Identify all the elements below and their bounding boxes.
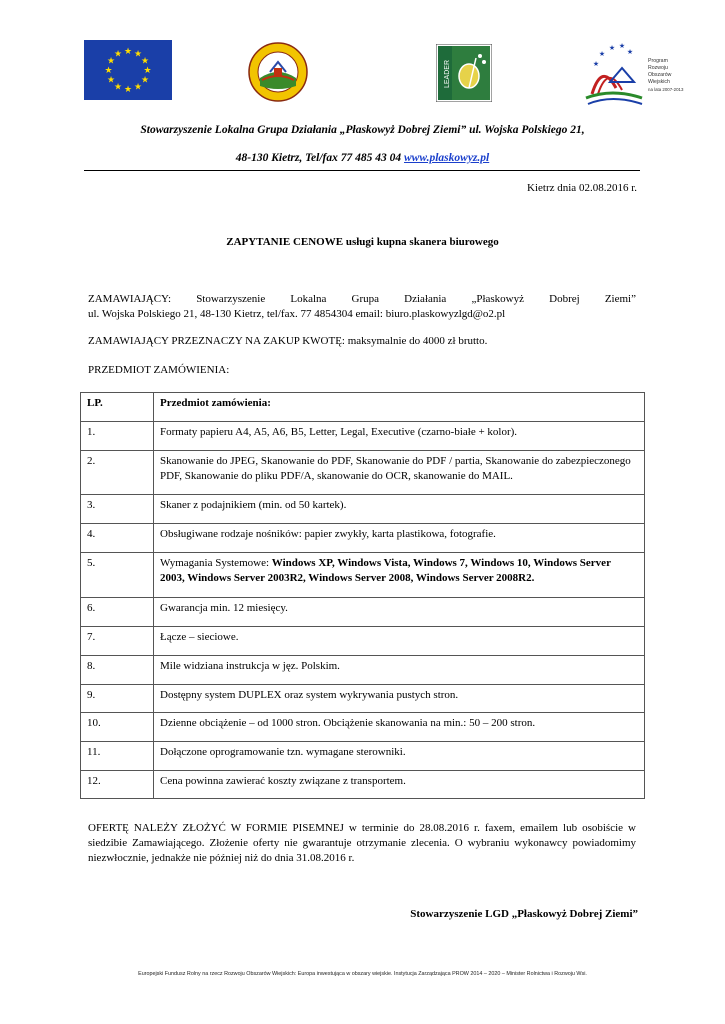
table-row: [81, 553, 645, 598]
signature: Stowarzyszenie LGD „Płaskowyż Dobrej Ziemi”: [410, 908, 638, 920]
prow-program-logo: [582, 42, 692, 108]
row-text: Dostępny system DUPLEX oraz system wykrywania pustych stron.: [154, 685, 645, 713]
row-lp: 1.: [81, 422, 154, 451]
budget-amount: ZAMAWIAJĄCY PRZEZNACZY NA ZAKUP KWOTĘ: maksymalnie do 4000 zł brutto.: [88, 335, 488, 347]
row-lp: 12.: [81, 771, 154, 799]
row-lp: 11.: [81, 742, 154, 771]
row-text-bold: Windows XP, Windows Vista, Windows 7, Windows 10, Windows Server 2003, Windows Server 2003R2, Windows Server 2008, Windows Server 2008R2.: [160, 557, 611, 584]
zamawiajacy-line2: ul. Wojska Polskiego 21, 48-130 Kietrz, tel/fax. 77 4854304 email: biuro.plaskowyzlgd@o2.pl: [88, 308, 506, 320]
lgd-plaskowyz-logo: [248, 42, 308, 102]
row-lp: 10.: [81, 713, 154, 742]
row-text: [154, 553, 645, 598]
table-row: [81, 451, 645, 495]
row-text: Cena powinna zawierać koszty związane z transportem.: [154, 771, 645, 799]
svg-text:★: ★: [598, 50, 606, 58]
svg-text:★: ★: [143, 66, 152, 76]
header-divider: [84, 170, 640, 171]
svg-text:★: ★: [133, 49, 143, 60]
row-text: Gwarancja min. 12 miesięcy.: [154, 598, 645, 627]
prow-text-4: Wiejskich: [648, 79, 670, 85]
eu-flag-logo: [84, 40, 172, 100]
svg-text:★: ★: [140, 75, 150, 86]
row-lp: 6.: [81, 598, 154, 627]
row-text: Dzienne obciążenie – od 1000 stron. Obciążenie skanowania na min.: 50 – 200 stron.: [154, 713, 645, 742]
prow-text-5: na lata 2007-2013: [648, 87, 684, 92]
svg-text:★: ★: [123, 47, 133, 57]
svg-text:★: ★: [626, 48, 634, 56]
row-text-prefix: Wymagania Systemowe:: [160, 557, 272, 569]
prow-text-1: Program: [648, 58, 668, 64]
prow-text-2: Rozwoju: [648, 65, 668, 71]
document-date: Kietrz dnia 02.08.2016 r.: [527, 182, 637, 194]
prow-text-3: Obszarów: [648, 72, 672, 78]
header-address-line1: Stowarzyszenie Lokalna Grupa Działania „Płaskowyż Dobrej Ziemi” ul. Wojska Polskiego 21,: [140, 124, 585, 136]
zamawiajacy-line1: ZAMAWIAJĄCY: Stowarzyszenie Lokalna Grupa Działania „Płaskowyż Dobrej Ziemi”: [88, 293, 636, 305]
table-row: [81, 713, 645, 742]
row-lp: 5.: [81, 553, 154, 598]
footnote: Europejski Fundusz Rolny na rzecz Rozwoju Obszarów Wiejskich: Europa inwestująca w obszary wiejskie. Instytucja Zarządzająca PROW 2014 – 2020 – Minister Rolnictwa i Rozwoju Wsi.: [138, 971, 587, 977]
row-lp: 9.: [81, 685, 154, 713]
row-lp: 7.: [81, 627, 154, 656]
svg-text:★: ★: [133, 82, 143, 93]
row-text: Mile widziana instrukcja w jęz. Polskim.: [154, 656, 645, 685]
svg-text:★: ★: [106, 75, 116, 86]
table-header-row: [81, 393, 645, 422]
header-subject: Przedmiot zamówienia:: [154, 393, 645, 422]
leader-logo: [436, 44, 492, 102]
website-link[interactable]: www.plaskowyz.pl: [404, 152, 490, 164]
header-phone: 48-130 Kietrz, Tel/fax 77 485 43 04: [235, 152, 405, 164]
table-row: [81, 598, 645, 627]
svg-text:★: ★: [123, 85, 133, 95]
table-row: [81, 742, 645, 771]
row-text: Obsługiwane rodzaje nośników: papier zwykły, karta plastikowa, fotografie.: [154, 524, 645, 553]
header-lp: LP.: [81, 393, 154, 422]
table-row: [81, 771, 645, 799]
order-items-table: [80, 392, 645, 799]
svg-text:★: ★: [106, 56, 116, 67]
table-row: [81, 495, 645, 524]
row-text: Dołączone oprogramowanie tzn. wymagane sterowniki.: [154, 742, 645, 771]
svg-text:★: ★: [140, 56, 150, 67]
order-subject-label: PRZEDMIOT ZAMÓWIENIA:: [88, 364, 230, 376]
row-text: Formaty papieru A4, A5, A6, B5, Letter, Legal, Executive (czarno-białe + kolor).: [154, 422, 645, 451]
svg-text:★: ★: [592, 60, 600, 68]
row-text: Skanowanie do JPEG, Skanowanie do PDF, Skanowanie do PDF / partia, Skanowanie do zabezpieczonego PDF, Skanowanie do pliku PDF/A, skanowanie do OCR, skanowanie do MAIL.: [154, 451, 645, 495]
table-row: [81, 685, 645, 713]
table-row: [81, 524, 645, 553]
row-lp: 4.: [81, 524, 154, 553]
table-row: [81, 627, 645, 656]
row-text: Skaner z podajnikiem (min. od 50 kartek).: [154, 495, 645, 524]
offer-instructions: OFERTĘ NALEŻY ZŁOŻYĆ W FORMIE PISEMNEJ w terminie do 28.08.2016 r. faxem, emailem lub osobiście w siedzibie Zamawiającego. Złożenie oferty nie gwarantuje otrzymanie zlecenia. O wybraniu wykonawcy powiadomimy niezwłocznie, jednakże nie później niż do dnia 31.08.2016 r.: [88, 822, 636, 864]
table-row: [81, 656, 645, 685]
document-title: ZAPYTANIE CENOWE usługi kupna skanera biurowego: [226, 236, 499, 248]
svg-text:★: ★: [618, 42, 626, 50]
table-row: [81, 422, 645, 451]
header-address-line2: [0, 152, 725, 164]
svg-text:★: ★: [104, 66, 113, 76]
svg-text:★: ★: [113, 49, 123, 60]
svg-text:★: ★: [608, 44, 616, 52]
logo-bar: [0, 40, 725, 110]
row-text: Łącze – sieciowe.: [154, 627, 645, 656]
leader-logo-text: LEADER: [444, 59, 451, 89]
row-lp: 3.: [81, 495, 154, 524]
row-lp: 8.: [81, 656, 154, 685]
svg-text:★: ★: [113, 82, 123, 93]
row-lp: 2.: [81, 451, 154, 495]
